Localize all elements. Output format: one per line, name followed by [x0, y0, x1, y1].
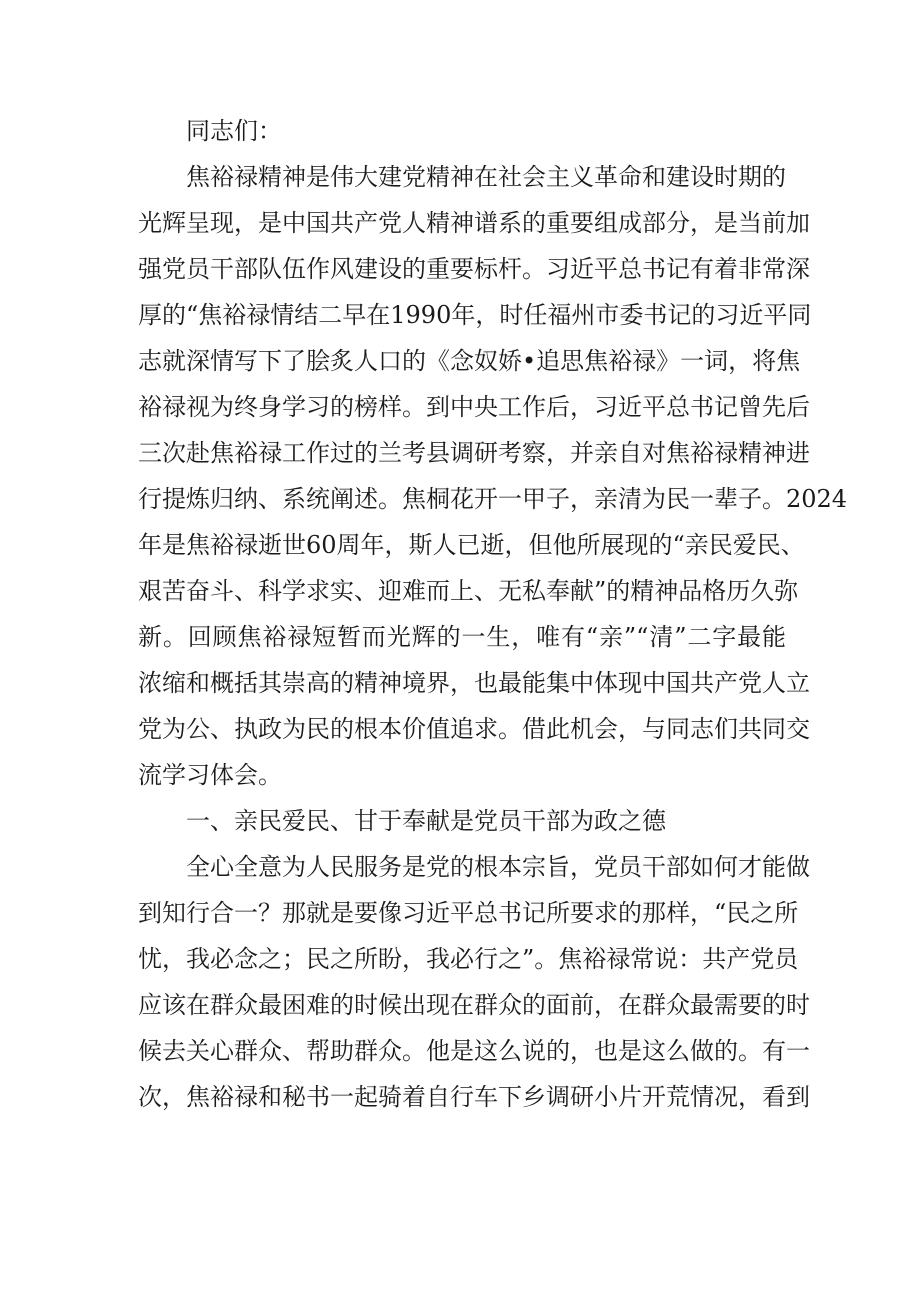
- text-line: 光辉呈现，是中国共产党人精神谱系的重要组成部分，是当前加: [138, 209, 810, 237]
- text-line: 新。回顾焦裕禄短暂而光辉的一生，唯有“亲”“清”二字最能: [138, 623, 786, 651]
- text-line: 候去关心群众、帮助群众。他是这么说的，也是这么做的。有一: [138, 1037, 810, 1065]
- text-line: 焦裕禄精神是伟大建党精神在社会主义革命和建设时期的: [186, 163, 786, 191]
- text-line: 流学习体会。: [138, 761, 282, 789]
- text-line: 全心全意为人民服务是党的根本宗旨，党员干部如何才能做: [186, 853, 810, 881]
- text-line: 行提炼归纳、系统阐述。焦桐花开一甲子，亲清为民一辈子。2024: [138, 485, 848, 513]
- text-line: 年是焦裕禄逝世60周年，斯人已逝，但他所展现的“亲民爱民、: [138, 531, 805, 559]
- text-line: 强党员干部队伍作风建设的重要标杆。习近平总书记有着非常深: [138, 255, 810, 283]
- text-line: 志就深情写下了脍炙人口的《念奴娇•追思焦裕禄》一词，将焦: [138, 347, 801, 375]
- section-heading: 一、亲民爱民、甘于奉献是党员干部为政之德: [186, 807, 666, 835]
- document-body: [138, 108, 848, 1120]
- text-line: 应该在群众最困难的时候出现在群众的面前，在群众最需要的时: [138, 991, 810, 1019]
- text-line: 三次赴焦裕禄工作过的兰考县调研考察，并亲自对焦裕禄精神进: [138, 439, 810, 467]
- text-line: 到知行合一？那就是要像习近平总书记所要求的那样，“民之所: [138, 899, 799, 927]
- text-line: 浓缩和概括其崇高的精神境界，也最能集中体现中国共产党人立: [138, 669, 810, 697]
- text-line: 艰苦奋斗、科学求实、迎难而上、无私奉献”的精神品格历久弥: [138, 577, 799, 605]
- text-line: 裕禄视为终身学习的榜样。到中央工作后，习近平总书记曾先后: [138, 393, 810, 421]
- text-line: 厚的“焦裕禄情结二早在1990年，时任福州市委书记的习近平同: [138, 301, 812, 329]
- text-line: 党为公、执政为民的根本价值追求。借此机会，与同志们共同交: [138, 715, 810, 743]
- text-line: 忧，我必念之；民之所盼，我必行之”。焦裕禄常说：共产党员: [138, 945, 799, 973]
- salutation: 同志们：: [186, 117, 282, 145]
- text-line: 次，焦裕禄和秘书一起骑着自行车下乡调研小片开荒情况，看到: [138, 1083, 810, 1111]
